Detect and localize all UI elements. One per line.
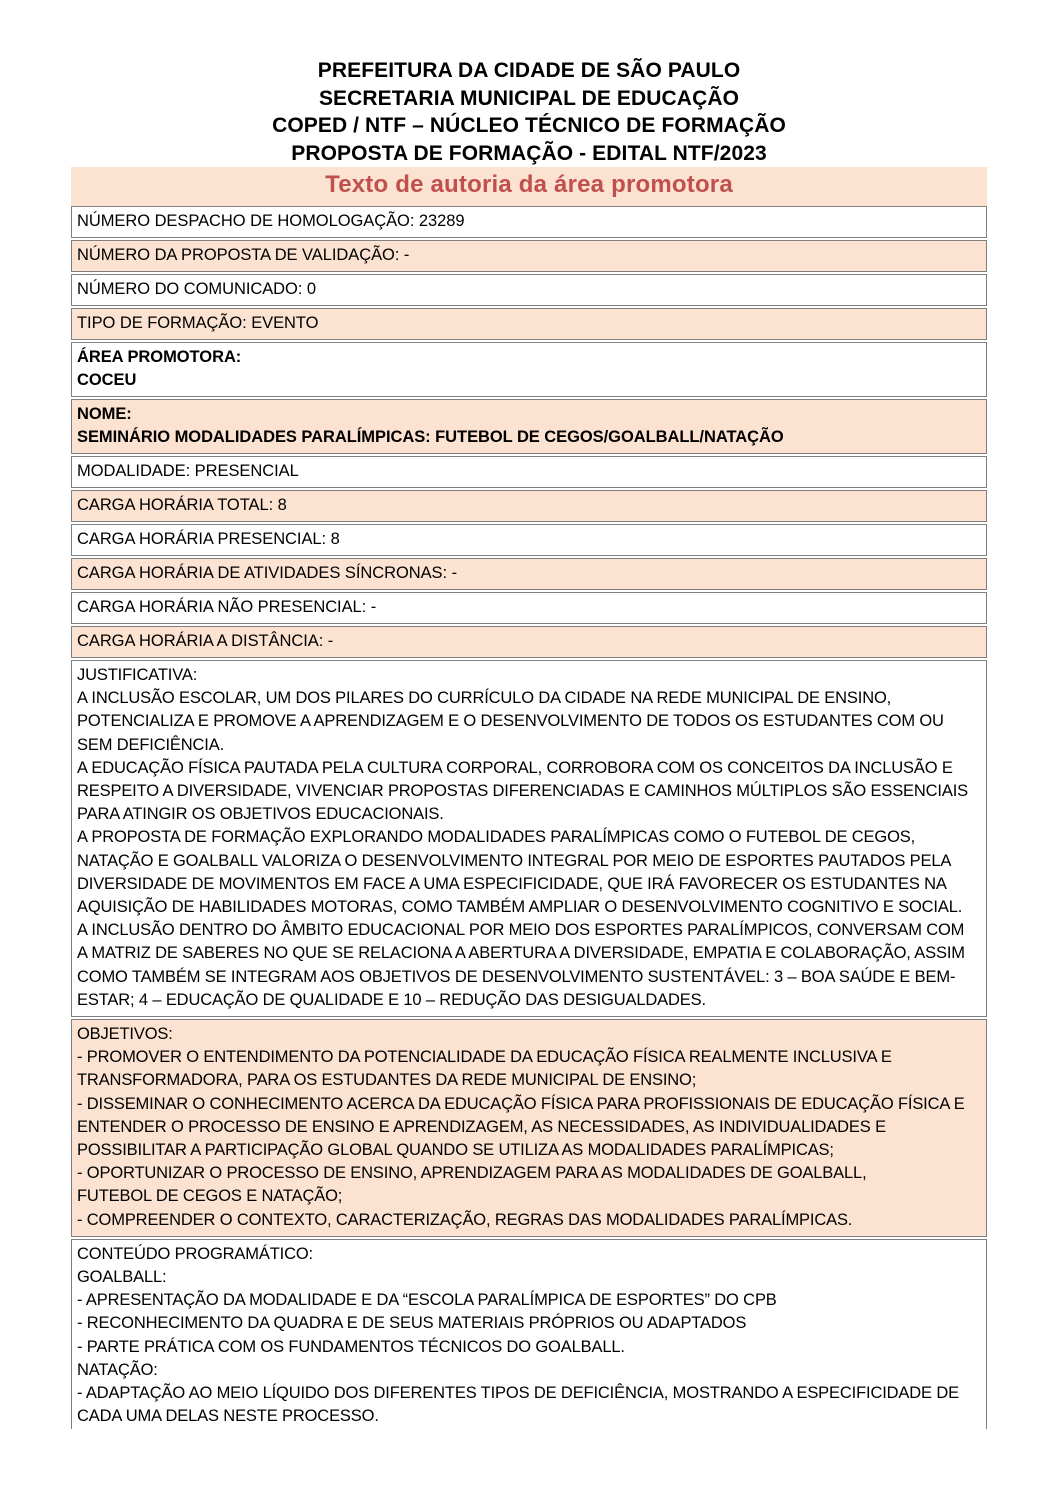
block-objetivos-line-8: - COMPREENDER O CONTEXTO, CARACTERIZAÇÃO, REGRAS DAS MODALIDADES PARALÍMPICAS. [77, 1210, 853, 1229]
block-justificativa-line-11: A INCLUSÃO DENTRO DO ÂMBITO EDUCACIONAL POR MEIO DOS ESPORTES PARALÍMPICOS, CONVERSAM COM [77, 921, 965, 940]
field-row-carga-horaria-presencial [71, 524, 987, 556]
block-justificativa-line-14: ESTAR; 4 – EDUCAÇÃO DE QUALIDADE E 10 – REDUÇÃO DAS DESIGUALDADES. [77, 990, 706, 1009]
field-carga-horaria-total-line-0: CARGA HORÁRIA TOTAL: 8 [77, 496, 287, 514]
heading-line-secretaria: SECRETARIA MUNICIPAL DE EDUCAÇÃO [318, 86, 740, 110]
field-numero-despacho-homologacao-line-0: NÚMERO DESPACHO DE HOMOLOGAÇÃO: 23289 [77, 212, 465, 230]
field-carga-horaria-a-distancia-line-0: CARGA HORÁRIA A DISTÂNCIA: - [77, 632, 334, 650]
block-justificativa-line-6: PARA ATINGIR OS OBJETIVOS EDUCACIONAIS. [77, 805, 444, 824]
block-objetivos-line-5: POSSIBILITAR A PARTICIPAÇÃO GLOBAL QUANDO SE UTILIZA AS MODALIDADES PARALÍMPICAS; [77, 1141, 834, 1160]
block-conteudo-programatico-line-7: CADA UMA DELAS NESTE PROCESSO. [77, 1407, 379, 1426]
block-justificativa-line-1: A INCLUSÃO ESCOLAR, UM DOS PILARES DO CURRÍCULO DA CIDADE NA REDE MUNICIPAL DE ENSINO, [77, 689, 892, 708]
field-carga-horaria-nao-presencial-line-0: CARGA HORÁRIA NÃO PRESENCIAL: - [77, 598, 377, 616]
text-block-conteudo-programatico [71, 1239, 987, 1429]
block-justificativa-line-12: A MATRIZ DE SABERES NO QUE SE RELACIONA A ABERTURA A DIVERSIDADE, EMPATIA E COLABORAÇÃO, ASSIM [77, 944, 965, 963]
field-numero-comunicado-line-0: NÚMERO DO COMUNICADO: 0 [77, 280, 317, 298]
block-conteudo-programatico-line-4: - PARTE PRÁTICA COM OS FUNDAMENTOS TÉCNICOS DO GOALBALL. [77, 1337, 625, 1356]
heading-line-coped-ntf: COPED / NTF – NÚCLEO TÉCNICO DE FORMAÇÃO [272, 114, 786, 137]
block-justificativa-line-8: NATAÇÃO E GOALBALL VALORIZA O DESENVOLVIMENTO INTEGRAL POR MEIO DE ESPORTES PAUTADOS PELA [77, 851, 952, 870]
field-nome-line-0: NOME: [77, 405, 132, 423]
field-row-modalidade [71, 456, 987, 488]
text-block-objetivos [71, 1019, 987, 1237]
heading-line-proposta-edital: PROPOSTA DE FORMAÇÃO - EDITAL NTF/2023 [291, 141, 767, 165]
block-justificativa-line-4: A EDUCAÇÃO FÍSICA PAUTADA PELA CULTURA CORPORAL, CORROBORA COM OS CONCEITOS DA INCLUSÃO E [77, 758, 953, 777]
banner-label: Texto de autoria da área promotora [325, 171, 733, 198]
field-carga-horaria-atividades-sincronas-line-0: CARGA HORÁRIA DE ATIVIDADES SÍNCRONAS: - [77, 564, 458, 582]
field-row-carga-horaria-nao-presencial [71, 592, 987, 624]
block-conteudo-programatico-line-1: GOALBALL: [77, 1268, 167, 1287]
field-modalidade-line-0: MODALIDADE: PRESENCIAL [77, 462, 299, 480]
field-row-carga-horaria-a-distancia [71, 626, 987, 658]
block-justificativa-line-13: COMO TAMBÉM SE INTEGRAM AOS OBJETIVOS DE DESENVOLVIMENTO SUSTENTÁVEL: 3 – BOA SAÚDE E BEM- [77, 967, 956, 986]
block-conteudo-programatico-line-5: NATAÇÃO: [77, 1360, 158, 1379]
banner-texto-autoria [71, 167, 987, 206]
block-justificativa-line-5: RESPEITO A DIVERSIDADE, VIVENCIAR PROPOSTAS DIFERENCIADAS E CAMINHOS MÚLTIPLOS SÃO ESSENCIAIS [77, 782, 969, 801]
block-objetivos-line-3: - DISSEMINAR O CONHECIMENTO ACERCA DA EDUCAÇÃO FÍSICA PARA PROFISSIONAIS DE EDUCAÇÃO FÍSICA E [77, 1094, 965, 1113]
heading-line-prefeitura: PREFEITURA DA CIDADE DE SÃO PAULO [317, 59, 741, 82]
field-row-numero-proposta-validacao [71, 240, 987, 272]
block-conteudo-programatico-line-0: CONTEÚDO PROGRAMÁTICO: [77, 1244, 313, 1263]
block-conteudo-programatico-line-6: - ADAPTAÇÃO AO MEIO LÍQUIDO DOS DIFERENTES TIPOS DE DEFICIÊNCIA, MOSTRANDO A ESPECIFICIDADE DE [77, 1384, 959, 1403]
field-nome-line-1: SEMINÁRIO MODALIDADES PARALÍMPICAS: FUTEBOL DE CEGOS/GOALBALL/NATAÇÃO [77, 428, 784, 446]
block-conteudo-programatico-line-3: - RECONHECIMENTO DA QUADRA E DE SEUS MATERIAIS PRÓPRIOS OU ADAPTADOS [77, 1314, 747, 1333]
field-row-nome [71, 399, 987, 454]
block-objetivos-line-2: TRANSFORMADORA, PARA OS ESTUDANTES DA REDE MUNICIPAL DE ENSINO; [77, 1071, 697, 1090]
field-row-numero-comunicado [71, 274, 987, 306]
block-objetivos-line-1: - PROMOVER O ENTENDIMENTO DA POTENCIALIDADE DA EDUCAÇÃO FÍSICA REALMENTE INCLUSIVA E [77, 1048, 892, 1067]
block-justificativa-line-0: JUSTIFICATIVA: [77, 666, 198, 684]
block-objetivos-line-0: OBJETIVOS: [77, 1025, 173, 1044]
field-row-carga-horaria-total [71, 490, 987, 522]
field-tipo-de-formacao-line-0: TIPO DE FORMAÇÃO: EVENTO [77, 314, 319, 332]
block-justificativa-line-3: SEM DEFICIÊNCIA. [77, 735, 225, 754]
document-heading [0, 0, 1058, 167]
form-rows-container [0, 206, 1058, 1429]
field-area-promotora-line-0: ÁREA PROMOTORA: [77, 348, 242, 366]
block-justificativa-line-7: A PROPOSTA DE FORMAÇÃO EXPLORANDO MODALIDADES PARALÍMPICAS COMO O FUTEBOL DE CEGOS, [77, 828, 916, 847]
text-block-justificativa [71, 660, 987, 1017]
field-row-area-promotora [71, 342, 987, 397]
block-justificativa-line-10: AQUISIÇÃO DE HABILIDADES MOTORAS, COMO TAMBÉM AMPLIAR O DESENVOLVIMENTO COGNITIVO E SOCIAL. [77, 898, 963, 917]
field-row-tipo-de-formacao [71, 308, 987, 340]
field-row-carga-horaria-atividades-sincronas [71, 558, 987, 590]
block-objetivos-line-4: ENTENDER O PROCESSO DE ENSINO E APRENDIZAGEM, AS NECESSIDADES, AS INDIVIDUALIDADES E [77, 1117, 886, 1136]
field-numero-proposta-validacao-line-0: NÚMERO DA PROPOSTA DE VALIDAÇÃO: - [77, 246, 410, 264]
block-objetivos-line-6: - OPORTUNIZAR O PROCESSO DE ENSINO, APRENDIZAGEM PARA AS MODALIDADES DE GOALBALL, [77, 1164, 867, 1183]
field-area-promotora-line-1: COCEU [77, 371, 137, 389]
block-justificativa-line-9: DIVERSIDADE DE MOVIMENTOS EM FACE A UMA ESPECIFICIDADE, QUE IRÁ FAVORECER OS ESTUDANTES NA [77, 874, 947, 893]
field-carga-horaria-presencial-line-0: CARGA HORÁRIA PRESENCIAL: 8 [77, 530, 340, 548]
block-justificativa-line-2: POTENCIALIZA E PROMOVE A APRENDIZAGEM E O DESENVOLVIMENTO DE TODOS OS ESTUDANTES COM OU [77, 712, 944, 731]
field-row-numero-despacho-homologacao [71, 206, 987, 238]
block-conteudo-programatico-line-2: - APRESENTAÇÃO DA MODALIDADE E DA “ESCOLA PARALÍMPICA DE ESPORTES” DO CPB [77, 1291, 777, 1310]
block-objetivos-line-7: FUTEBOL DE CEGOS E NATAÇÃO; [77, 1187, 343, 1206]
